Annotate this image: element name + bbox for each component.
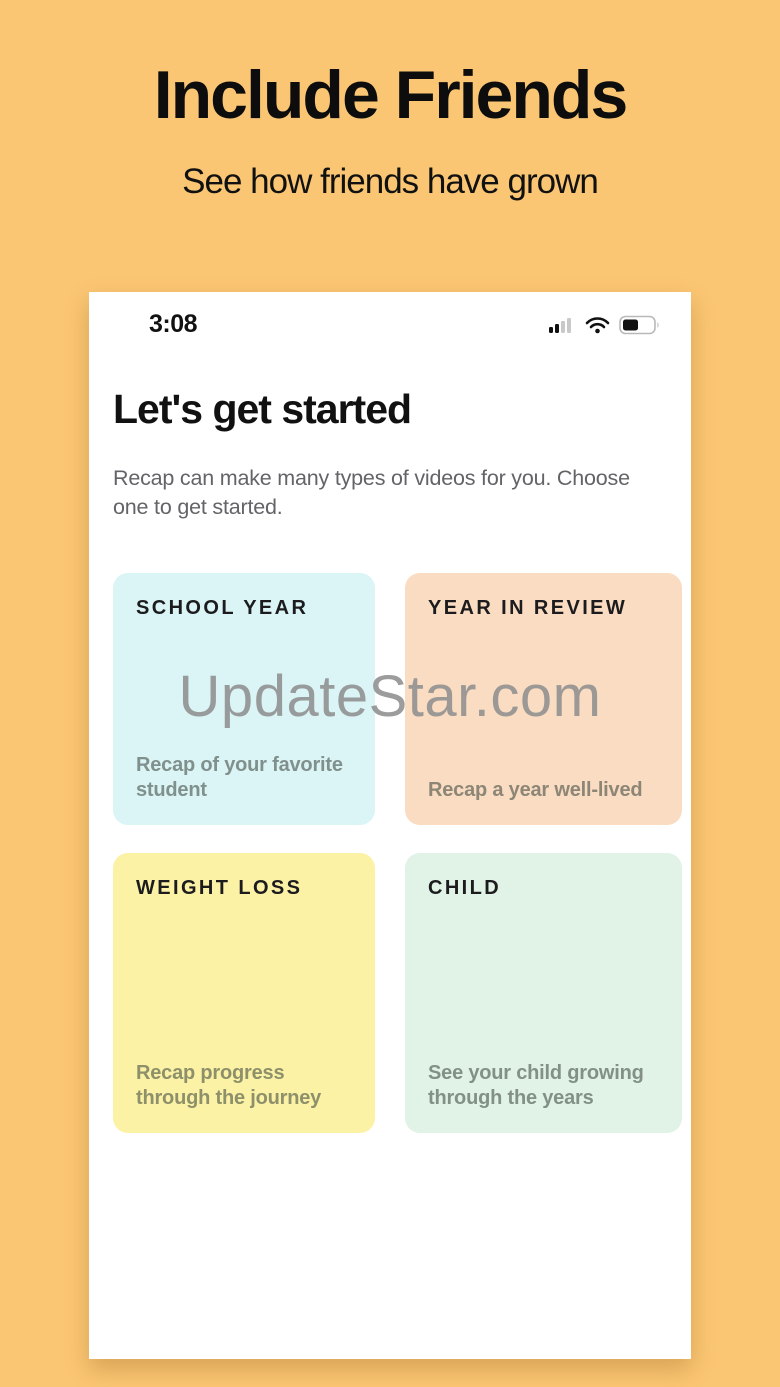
watermark-text: UpdateStar.com	[178, 664, 602, 729]
status-icons	[549, 315, 661, 335]
status-time: 3:08	[149, 310, 198, 338]
wifi-icon	[585, 316, 610, 334]
status-bar	[89, 310, 691, 339]
card-year-in-review-subtitle: Recap a year well-lived	[428, 779, 643, 801]
card-school-year-subtitle: Recap of your favorite student	[136, 754, 343, 801]
recap-type-grid	[113, 573, 682, 1133]
card-child[interactable]	[405, 853, 682, 1133]
card-weight-loss-title: WEIGHT LOSS	[136, 877, 303, 899]
card-weight-loss[interactable]	[113, 853, 375, 1133]
promo-subtitle: See how friends have grown	[182, 162, 598, 201]
card-weight-loss-subtitle: Recap progress through the journey	[136, 1062, 322, 1109]
card-child-subtitle: See your child growing through the years	[428, 1062, 644, 1109]
phone-screenshot	[89, 292, 691, 1359]
promo-title: Include Friends	[153, 57, 627, 133]
card-year-in-review[interactable]	[405, 573, 682, 825]
card-school-year-title: SCHOOL YEAR	[136, 597, 309, 619]
card-child-title: CHILD	[428, 877, 502, 899]
battery-icon	[619, 315, 661, 335]
cellular-signal-icon	[549, 316, 576, 334]
screen-description: Recap can make many types of videos for you. Choose one to get started.	[113, 466, 630, 519]
card-school-year[interactable]	[113, 573, 375, 825]
screen-heading: Let's get started	[113, 386, 412, 432]
card-year-in-review-title: YEAR IN REVIEW	[428, 597, 628, 619]
